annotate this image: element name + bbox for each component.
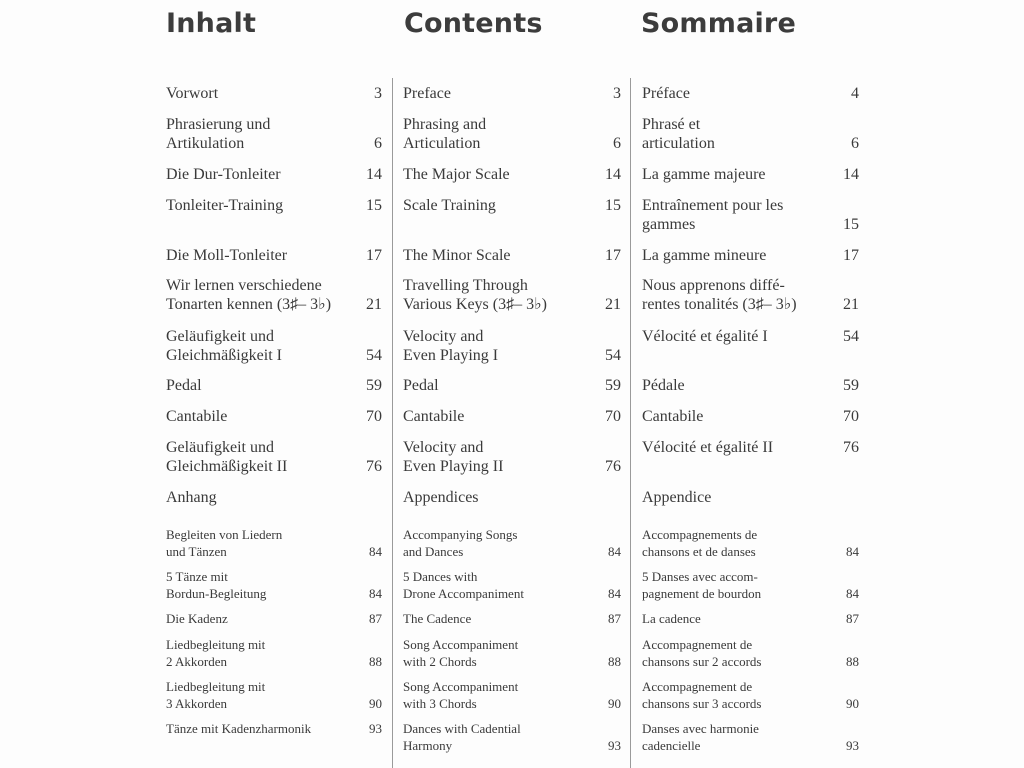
toc-entry-english bbox=[403, 488, 621, 507]
toc-entry-title: Velocity and bbox=[403, 439, 484, 456]
toc-entry-french bbox=[642, 115, 859, 153]
toc-entry-german bbox=[166, 610, 382, 627]
toc-page-number: 70 bbox=[843, 408, 859, 425]
toc-page-number: 15 bbox=[366, 197, 382, 214]
toc-entry-title: Nous apprenons diffé- bbox=[642, 277, 785, 294]
toc-entry-english bbox=[403, 165, 621, 184]
toc-page-number: 93 bbox=[608, 738, 621, 753]
toc-page-number: 84 bbox=[846, 586, 859, 601]
toc-entry-german bbox=[166, 376, 382, 395]
toc-entry-german bbox=[166, 196, 382, 215]
toc-page-number: 59 bbox=[605, 377, 621, 394]
toc-entry-english bbox=[403, 327, 621, 365]
toc-entry-title: The Minor Scale bbox=[403, 247, 511, 264]
toc-page-number: 21 bbox=[366, 296, 382, 313]
toc-entry-english bbox=[403, 720, 621, 754]
toc-entry-title: Tonarten kennen (3♯– 3♭) bbox=[166, 296, 332, 313]
heading-german: Inhalt bbox=[166, 8, 257, 39]
toc-page-number: 90 bbox=[846, 696, 859, 711]
toc-entry-french bbox=[642, 488, 859, 507]
toc-entry-title: Die Dur-Tonleiter bbox=[166, 166, 281, 183]
toc-page-number: 88 bbox=[846, 654, 859, 669]
toc-entry-english bbox=[403, 526, 621, 560]
toc-entry-title: Tonleiter-Training bbox=[166, 197, 284, 214]
toc-page-number: 87 bbox=[846, 611, 859, 626]
toc-page-number: 59 bbox=[843, 377, 859, 394]
toc-entry-title: cadencielle bbox=[642, 738, 701, 753]
toc-entry-french bbox=[642, 610, 859, 627]
toc-entry-english bbox=[403, 376, 621, 395]
toc-page-number: 6 bbox=[613, 135, 621, 152]
toc-entry-french bbox=[642, 196, 859, 234]
toc-page-number: 4 bbox=[851, 85, 859, 102]
toc-entry-english bbox=[403, 196, 621, 215]
toc-page-number: 93 bbox=[846, 738, 859, 753]
toc-page-number: 76 bbox=[366, 458, 382, 475]
toc-entry-title: Vélocité et égalité I bbox=[642, 328, 768, 345]
toc-entry-english bbox=[403, 276, 621, 314]
toc-entry-french bbox=[642, 720, 859, 754]
toc-entry-title: und Tänzen bbox=[166, 544, 227, 559]
toc-entry-title: Even Playing I bbox=[403, 347, 499, 364]
toc-page-number: 90 bbox=[369, 696, 382, 711]
toc-page-number: 14 bbox=[366, 166, 382, 183]
toc-page-number: 21 bbox=[843, 296, 859, 313]
toc-entry-title: Die Kadenz bbox=[166, 611, 228, 626]
toc-entry-title: Phrasierung und bbox=[166, 116, 271, 133]
toc-entry-title: La gamme mineure bbox=[642, 247, 767, 264]
toc-page-number: 76 bbox=[843, 439, 859, 456]
toc-entry-french bbox=[642, 636, 859, 670]
toc-page-number: 84 bbox=[369, 586, 382, 601]
toc-entry-title: Vélocité et égalité II bbox=[642, 439, 774, 456]
toc-page-number: 59 bbox=[366, 377, 382, 394]
toc-entry-german bbox=[166, 568, 382, 602]
toc-entry-title: Cantabile bbox=[166, 408, 228, 425]
toc-entry-english bbox=[403, 84, 621, 103]
toc-entry-title: chansons et de danses bbox=[642, 544, 756, 559]
toc-entry-french bbox=[642, 165, 859, 184]
toc-entry-title: The Major Scale bbox=[403, 166, 510, 183]
toc-entry-french bbox=[642, 678, 859, 712]
toc-entry-french bbox=[642, 438, 859, 457]
toc-entry-german bbox=[166, 636, 382, 670]
toc-page-number: 17 bbox=[605, 247, 621, 264]
toc-page-number: 17 bbox=[843, 247, 859, 264]
toc-entry-french bbox=[642, 276, 859, 314]
toc-entry-german bbox=[166, 678, 382, 712]
toc-entry-title: Wir lernen verschiedene bbox=[166, 277, 322, 294]
toc-entry-german bbox=[166, 526, 382, 560]
toc-entry-title: Pedal bbox=[166, 377, 202, 394]
toc-entry-english bbox=[403, 568, 621, 602]
toc-entry-title: Pedal bbox=[403, 377, 439, 394]
toc-entry-title: Appendice bbox=[642, 489, 712, 506]
toc-entry-title: rentes tonalités (3♯– 3♭) bbox=[642, 296, 797, 313]
toc-entry-french bbox=[642, 376, 859, 395]
toc-entry-title: The Cadence bbox=[403, 611, 472, 626]
toc-column-french bbox=[642, 80, 859, 760]
toc-entry-title: Vorwort bbox=[166, 85, 219, 102]
toc-entry-title: Scale Training bbox=[403, 197, 496, 214]
toc-column-german bbox=[166, 80, 382, 760]
toc-entry-title: La cadence bbox=[642, 611, 701, 626]
toc-entry-title: Phrasing and bbox=[403, 116, 487, 133]
toc-entry-title: Preface bbox=[403, 85, 451, 102]
toc-entry-title: pagnement de bourdon bbox=[642, 586, 762, 601]
toc-page-number: 84 bbox=[369, 544, 382, 559]
toc-entry-title: Dances with Cadential bbox=[403, 721, 521, 736]
toc-entry-title: Geläufigkeit und bbox=[166, 328, 274, 345]
toc-entry-english bbox=[403, 610, 621, 627]
toc-page-number: 88 bbox=[369, 654, 382, 669]
toc-entry-german bbox=[166, 438, 382, 476]
toc-entry-german bbox=[166, 327, 382, 365]
toc-page-number: 3 bbox=[374, 85, 382, 102]
toc-entry-title: Pédale bbox=[642, 377, 685, 394]
toc-page-number: 6 bbox=[374, 135, 382, 152]
toc-entry-title: Song Accompaniment bbox=[403, 637, 519, 652]
toc-page-number: 70 bbox=[366, 408, 382, 425]
toc-entry-title: Begleiten von Liedern bbox=[166, 527, 283, 542]
toc-entry-title: 5 Dances with bbox=[403, 569, 478, 584]
toc-page-number: 84 bbox=[608, 586, 621, 601]
toc-entry-title: Anhang bbox=[166, 489, 217, 506]
toc-entry-german bbox=[166, 165, 382, 184]
toc-entry-title: 3 Akkorden bbox=[166, 696, 228, 711]
toc-page-number: 87 bbox=[369, 611, 382, 626]
toc-page-number: 84 bbox=[608, 544, 621, 559]
toc-entry-title: Artikulation bbox=[166, 135, 245, 152]
toc-entry-title: Drone Accompaniment bbox=[403, 586, 524, 601]
toc-entry-german bbox=[166, 488, 382, 507]
toc-entry-german bbox=[166, 246, 382, 265]
column-divider-right bbox=[630, 78, 631, 768]
toc-entry-title: Bordun-Begleitung bbox=[166, 586, 267, 601]
toc-entry-title: with 2 Chords bbox=[403, 654, 477, 669]
toc-entry-title: Accompagnement de bbox=[642, 637, 753, 652]
toc-entry-title: Articulation bbox=[403, 135, 481, 152]
toc-entry-french bbox=[642, 568, 859, 602]
toc-entry-title: 5 Tänze mit bbox=[166, 569, 228, 584]
toc-entry-title: Die Moll-Tonleiter bbox=[166, 247, 288, 264]
toc-entry-title: Gleichmäßigkeit I bbox=[166, 347, 282, 364]
toc-entry-title: chansons sur 3 accords bbox=[642, 696, 762, 711]
toc-page-number: 14 bbox=[605, 166, 621, 183]
toc-entry-title: Cantabile bbox=[403, 408, 465, 425]
toc-entry-french bbox=[642, 407, 859, 426]
toc-page-number: 15 bbox=[843, 216, 859, 233]
heading-english: Contents bbox=[404, 8, 543, 39]
toc-entry-title: Appendices bbox=[403, 489, 479, 506]
toc-entry-title: Velocity and bbox=[403, 328, 484, 345]
toc-entry-title: 2 Akkorden bbox=[166, 654, 228, 669]
toc-entry-english bbox=[403, 636, 621, 670]
toc-entry-title: Geläufigkeit und bbox=[166, 439, 274, 456]
toc-page-number: 76 bbox=[605, 458, 621, 475]
toc-entry-title: Tänze mit Kadenzharmonik bbox=[166, 721, 312, 736]
toc-entry-title: Cantabile bbox=[642, 408, 704, 425]
toc-entry-german bbox=[166, 720, 382, 737]
toc-entry-title: gammes bbox=[642, 216, 696, 233]
toc-page-number: 87 bbox=[608, 611, 621, 626]
toc-page-number: 17 bbox=[366, 247, 382, 264]
toc-column-english bbox=[403, 80, 621, 760]
toc-page-number: 90 bbox=[608, 696, 621, 711]
toc-entry-english bbox=[403, 438, 621, 476]
toc-entry-french bbox=[642, 246, 859, 265]
toc-entry-german bbox=[166, 84, 382, 103]
toc-entry-german bbox=[166, 276, 382, 314]
toc-entry-title: Accompagnements de bbox=[642, 527, 758, 542]
toc-entry-title: Entraînement pour les bbox=[642, 197, 784, 214]
toc-entry-title: Liedbegleitung mit bbox=[166, 637, 266, 652]
toc-entry-title: articulation bbox=[642, 135, 715, 152]
toc-entry-german bbox=[166, 407, 382, 426]
toc-page-number: 3 bbox=[613, 85, 621, 102]
toc-entry-title: Gleichmäßigkeit II bbox=[166, 458, 288, 475]
toc-entry-title: La gamme majeure bbox=[642, 166, 766, 183]
toc-page-number: 14 bbox=[843, 166, 859, 183]
toc-entry-title: and Dances bbox=[403, 544, 464, 559]
toc-entry-title: Song Accompaniment bbox=[403, 679, 519, 694]
toc-entry-english bbox=[403, 115, 621, 153]
toc-entry-title: Danses avec harmonie bbox=[642, 721, 759, 736]
toc-entry-german bbox=[166, 115, 382, 153]
toc-entry-french bbox=[642, 327, 859, 346]
toc-page-number: 15 bbox=[605, 197, 621, 214]
toc-page-number: 54 bbox=[843, 328, 859, 345]
toc-page-number: 21 bbox=[605, 296, 621, 313]
toc-entry-english bbox=[403, 246, 621, 265]
toc-entry-title: Préface bbox=[642, 85, 690, 102]
toc-page-number: 54 bbox=[605, 347, 621, 364]
toc-entry-title: Accompanying Songs bbox=[403, 527, 518, 542]
toc-entry-english bbox=[403, 407, 621, 426]
toc-entry-french bbox=[642, 84, 859, 103]
toc-entry-french bbox=[642, 526, 859, 560]
heading-french: Sommaire bbox=[641, 8, 796, 39]
toc-entry-title: Even Playing II bbox=[403, 458, 504, 475]
column-divider-left bbox=[392, 78, 393, 768]
toc-page-number: 93 bbox=[369, 721, 382, 736]
toc-entry-title: Travelling Through bbox=[403, 277, 528, 294]
toc-page-number: 6 bbox=[851, 135, 859, 152]
toc-page-number: 54 bbox=[366, 347, 382, 364]
toc-entry-english bbox=[403, 678, 621, 712]
toc-page-number: 84 bbox=[846, 544, 859, 559]
toc-entry-title: 5 Danses avec accom- bbox=[642, 569, 758, 584]
toc-entry-title: chansons sur 2 accords bbox=[642, 654, 762, 669]
toc-entry-title: Various Keys (3♯– 3♭) bbox=[403, 296, 547, 313]
toc-entry-title: Phrasé et bbox=[642, 116, 701, 133]
toc-entry-title: Liedbegleitung mit bbox=[166, 679, 266, 694]
toc-page-number: 70 bbox=[605, 408, 621, 425]
toc-entry-title: Harmony bbox=[403, 738, 453, 753]
toc-entry-title: with 3 Chords bbox=[403, 696, 477, 711]
toc-page-number: 88 bbox=[608, 654, 621, 669]
toc-entry-title: Accompagnement de bbox=[642, 679, 753, 694]
